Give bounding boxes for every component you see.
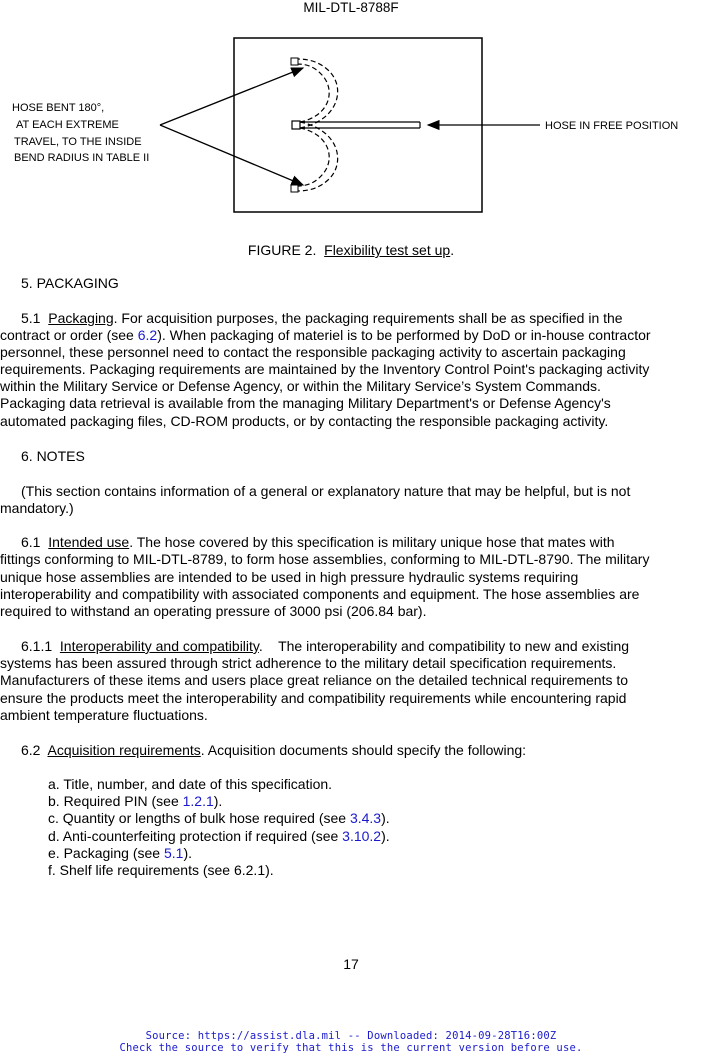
list-item	[48, 862, 274, 879]
para-5-1-line: personnel, these personnel need to contact the responsible packaging activity to ascertain packaging	[0, 344, 626, 360]
left-label-line: TRAVEL, TO THE INSIDE	[14, 136, 142, 148]
para-title: Packaging	[48, 310, 114, 326]
flexibility-test-figure	[0, 30, 702, 220]
page-number: 17	[343, 956, 359, 972]
list-item-text: ).	[381, 828, 390, 844]
para-5-1-line: automated packaging files, CD-ROM products, or by contacting the responsible packaging activity.	[0, 413, 609, 429]
figure-caption	[0, 242, 702, 258]
document-id-header: MIL-DTL-8788F	[303, 0, 399, 15]
para-number: 5.1	[21, 310, 41, 326]
list-item	[48, 810, 390, 827]
para-number: 6.2	[21, 742, 41, 758]
caption-prefix: FIGURE 2.	[247, 242, 317, 258]
list-item-text: b. Required PIN (see	[48, 793, 183, 809]
para-number: 6.1	[21, 534, 41, 550]
para-text: contract or order (see	[0, 327, 138, 343]
para-6-2-line	[21, 742, 526, 759]
para-5-1-line: requirements. Packaging requirements are maintained by the Inventory Control Point's packaging activity	[0, 361, 650, 377]
ref-link-1-2-1[interactable]: 1.2.1	[182, 793, 214, 809]
para-text: ). When packaging of materiel is to be performed by DoD or in-house contractor	[157, 327, 651, 343]
para-6-1-1-line	[21, 638, 629, 655]
ref-link-5-1[interactable]: 5.1	[163, 845, 184, 861]
hose-bent-upper	[296, 59, 338, 128]
left-label-line: AT EACH EXTREME	[16, 119, 119, 131]
ref-link-3-4-3[interactable]: 3.4.3	[349, 810, 382, 826]
list-item-text: ).	[213, 793, 223, 809]
list-item-text: c. Quantity or lengths of bulk hose required (see	[48, 810, 350, 826]
notes-intro-line: (This section contains information of a general or explanatory nature that may be helpful, but is not	[21, 483, 631, 499]
list-item-text: ).	[381, 810, 390, 826]
ref-link-3-10-2[interactable]: 3.10.2	[342, 828, 382, 844]
para-title: Interoperability and compatibility	[59, 638, 259, 654]
source-footer-line: Source: https://assist.dla.mil -- Downloaded: 2014-09-28T16:00Z	[145, 1030, 557, 1042]
para-6-1-line: unique hose assemblies are intended to be used in high pressure hydraulic systems requiring	[0, 569, 579, 585]
para-title: Acquisition requirements	[47, 742, 201, 758]
para-5-1-line: Packaging data retrieval is available from the managing Military Department's or Defense Agency's	[0, 395, 611, 411]
caption-suffix: .	[450, 242, 455, 258]
left-label-line: HOSE BENT 180°,	[12, 102, 105, 114]
list-item	[48, 845, 192, 862]
left-label-line: BEND RADIUS IN TABLE II	[14, 152, 150, 164]
para-6-1-1-line: systems has been assured through strict adherence to the military detail specification requirements.	[0, 655, 617, 671]
para-6-1-1-line: ambient temperature fluctuations.	[0, 707, 208, 723]
caption-title: Flexibility test set up	[324, 242, 451, 258]
para-text: . The hose covered by this specification is military unique hose that mates with	[129, 534, 615, 550]
list-item	[48, 776, 332, 793]
para-6-1-line: interoperability and compatibility with associated components and equipment. The hose assemblies are	[0, 586, 640, 602]
para-6-1-line: required to withstand an operating pressure of 3000 psi (206.84 bar).	[0, 603, 427, 619]
section-heading-packaging: 5. PACKAGING	[21, 275, 119, 291]
section-heading-notes: 6. NOTES	[21, 448, 85, 464]
para-text: . Acquisition documents should specify the following:	[200, 742, 527, 758]
para-text: . For acquisition purposes, the packaging requirements shall be as specified in the	[113, 310, 623, 326]
para-5-1-line: within the Military Service or Defense Agency, or within the Military Service’s System Commands.	[0, 378, 601, 394]
arrow-to-upper-bend	[160, 68, 303, 125]
para-number: 6.1.1	[21, 638, 53, 654]
ref-link-6-2[interactable]: 6.2	[137, 327, 158, 343]
para-6-1-line	[21, 534, 615, 551]
notes-intro-line: mandatory.)	[0, 500, 74, 516]
right-label: HOSE IN FREE POSITION	[545, 120, 679, 132]
para-text: . The interoperability and compatibility to new and existing	[258, 638, 630, 654]
list-item-text: d. Anti-counterfeiting protection if required (see	[48, 828, 343, 844]
list-item-text: ).	[183, 845, 192, 861]
arrow-to-lower-bend	[160, 125, 303, 185]
para-6-1-1-line: ensure the products meet the interoperability and compatibility requirements while encountering rapid	[0, 690, 627, 706]
list-item-text: f. Shelf life requirements (see 6.2.1).	[48, 862, 274, 878]
para-5-1-line	[0, 327, 651, 344]
para-title: Intended use	[48, 534, 130, 550]
list-item	[48, 793, 222, 810]
list-item-text: a. Title, number, and date of this specification.	[48, 776, 333, 792]
list-item-text: e. Packaging (see	[48, 845, 164, 861]
source-footer-line: Check the source to verify that this is the current version before use.	[119, 1042, 583, 1054]
para-6-1-1-line: Manufacturers of these items and users place great reliance on the detailed technical requirements to	[0, 672, 629, 688]
para-6-1-line: fittings conforming to MIL-DTL-8789, to form hose assemblies, conforming to MIL-DTL-8790. The military	[0, 551, 650, 567]
hose-bent-lower	[296, 122, 338, 191]
para-5-1-line	[21, 310, 623, 327]
list-item	[48, 828, 390, 845]
